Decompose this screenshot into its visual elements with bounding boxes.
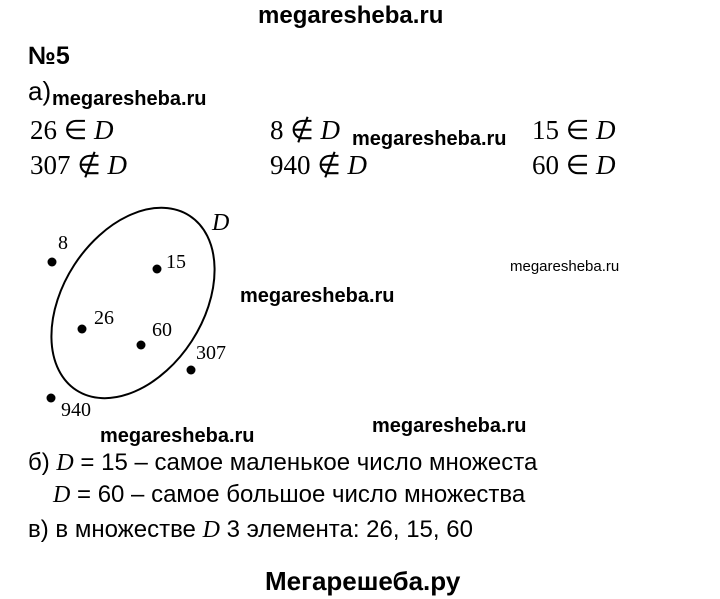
watermark-middle-row: megaresheba.ru	[352, 128, 507, 150]
watermark-near-a: megaresheba.ru	[52, 88, 207, 110]
part-a-label: а)	[28, 76, 52, 106]
watermark-top: megaresheba.ru	[258, 2, 444, 29]
watermark-right-small: megaresheba.ru	[510, 258, 620, 275]
relation-8: 8 ∉ D	[270, 115, 341, 145]
part-c-line: в) в множестве D 3 элемента: 26, 15, 60	[28, 516, 473, 543]
watermark-bottom-left: megaresheba.ru	[100, 425, 255, 447]
set-d-label: D	[212, 210, 230, 236]
point-60	[137, 341, 146, 350]
part-b-line-1: б) D = 15 – самое маленькое число множеста	[28, 449, 538, 476]
point-940-label: 940	[61, 399, 91, 421]
relation-60: 60 ∈ D	[532, 150, 616, 180]
watermark-center: megaresheba.ru	[240, 285, 395, 307]
relation-940: 940 ∉ D	[270, 150, 368, 180]
part-b-line-2: D = 60 – самое большое число множества	[53, 481, 526, 508]
point-15-label: 15	[166, 251, 186, 273]
exercise-number: №5	[28, 42, 70, 70]
point-307-label: 307	[196, 342, 226, 364]
point-15	[153, 265, 162, 274]
footer-brand: Мегарешеба.ру	[265, 566, 461, 596]
relation-15: 15 ∈ D	[532, 115, 616, 145]
point-8	[48, 258, 57, 267]
point-307	[187, 366, 196, 375]
relation-307: 307 ∉ D	[30, 150, 128, 180]
relation-26: 26 ∈ D	[30, 115, 114, 145]
watermark-bottom-right: megaresheba.ru	[372, 415, 527, 437]
point-940	[47, 394, 56, 403]
point-26	[78, 325, 87, 334]
point-60-label: 60	[152, 319, 172, 341]
point-26-label: 26	[94, 307, 114, 329]
point-8-label: 8	[58, 232, 68, 254]
